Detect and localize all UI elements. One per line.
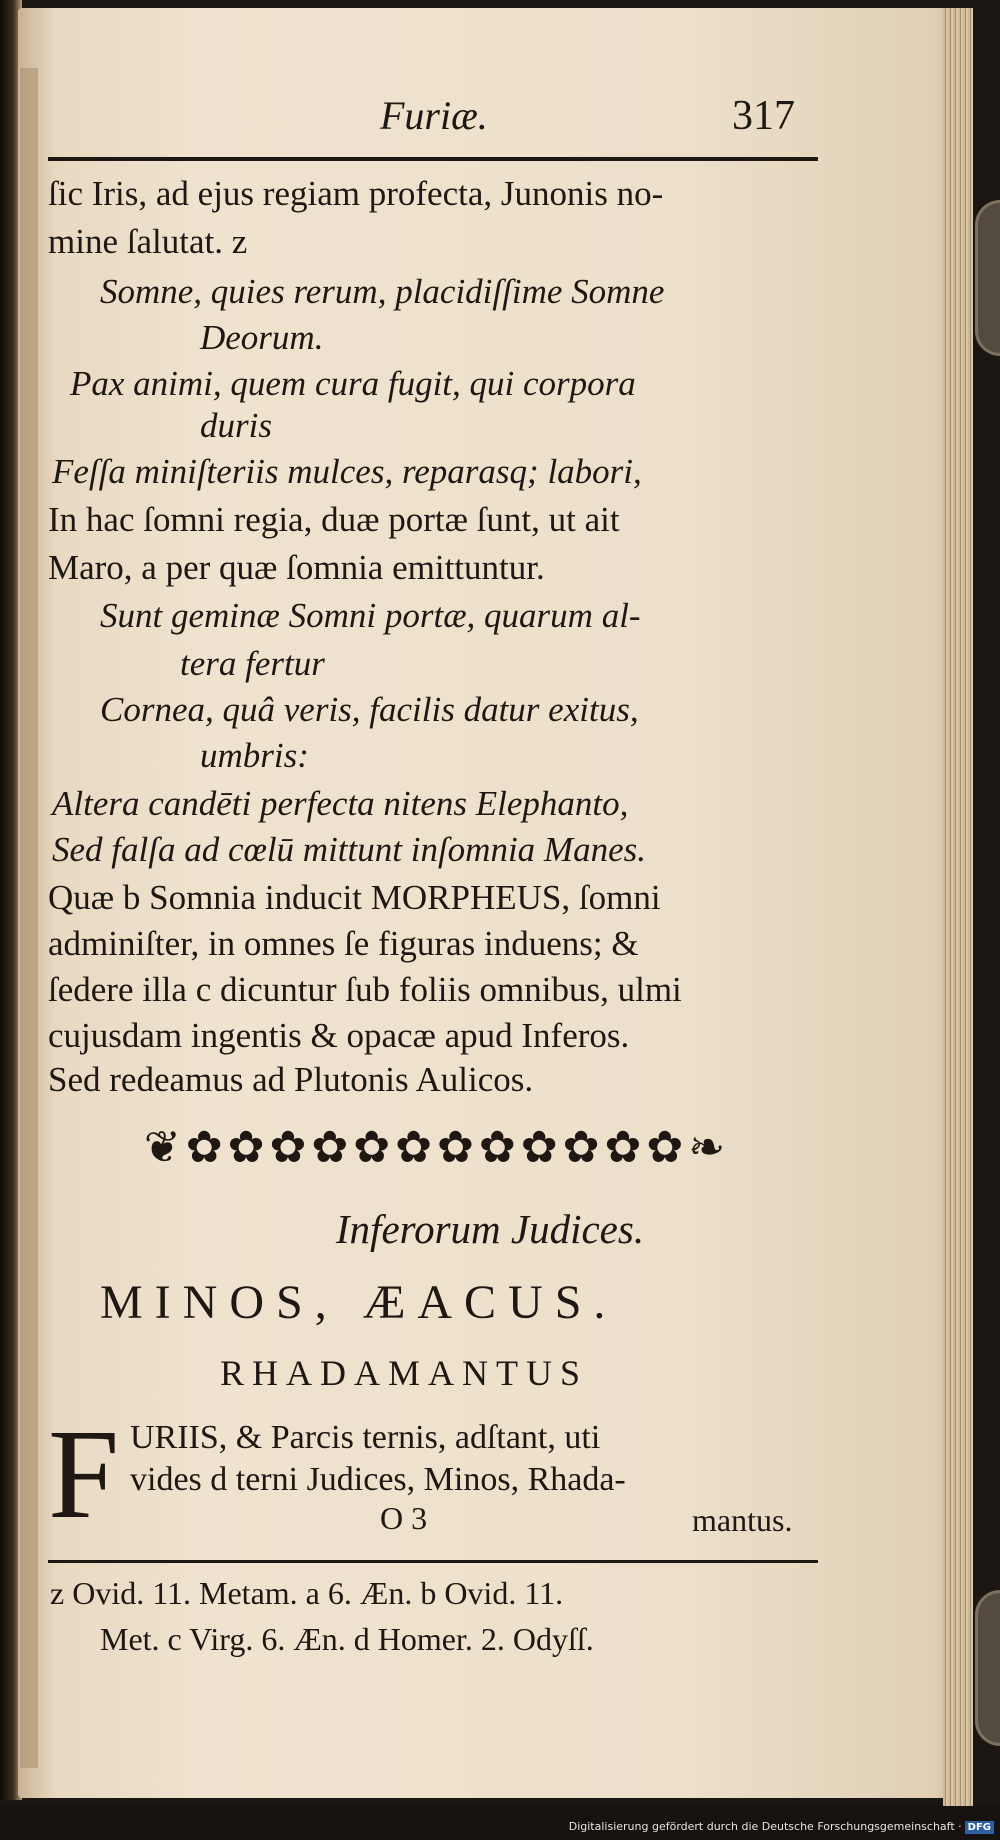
rosette-icon: ✿: [269, 1123, 308, 1172]
credit-text: Digitalisierung gefördert durch die Deutsche Forschungsgemeinschaft ·: [568, 1820, 962, 1833]
rosette-icon: ✿: [646, 1123, 685, 1172]
text-line: mine ſalutat. z: [48, 222, 248, 261]
dfg-logo: DFG: [965, 1821, 994, 1834]
fleuron-icon: ❧: [688, 1123, 727, 1172]
footnote-rule: [48, 1560, 818, 1563]
verse-line: duris: [200, 406, 272, 445]
catchword: mantus.: [692, 1502, 793, 1538]
rosette-icon: ✿: [311, 1123, 350, 1172]
header-rule: [48, 157, 818, 161]
text-line: ſedere illa c dicuntur ſub foliis omnibus, ulmi: [48, 970, 682, 1009]
verse-line: Altera candēti perfecta nitens Elephanto,: [52, 784, 629, 823]
section-heading-sub: RHADAMANTUS: [220, 1353, 589, 1393]
rosette-icon: ✿: [478, 1123, 517, 1172]
section-heading-names: MINOS, ÆACUS.: [100, 1276, 618, 1329]
rosette-icon: ✿: [353, 1123, 392, 1172]
verse-line: Sed falſa ad cœlū mittunt inſomnia Manes.: [52, 830, 646, 869]
text-line: Maro, a per quæ ſomnia emittuntur.: [48, 548, 545, 587]
verse-line: umbris:: [200, 736, 309, 775]
rosette-icon: ✿: [185, 1123, 224, 1172]
verse-line: tera fertur: [180, 644, 325, 683]
rosette-icon: ✿: [604, 1123, 643, 1172]
text-line: ſic Iris, ad ejus regiam profecta, Junonis no-: [48, 174, 664, 213]
printers-ornament-band: [50, 1122, 820, 1173]
scan-bottom-band: [0, 1806, 1000, 1840]
verse-line: Feſſa miniſteriis mulces, reparasq; labori,: [52, 452, 642, 491]
rosette-icon: ✿: [562, 1123, 601, 1172]
text-line: In hac ſomni regia, duæ portæ ſunt, ut ait: [48, 500, 620, 539]
verse-line: Sunt geminæ Somni portæ, quarum al-: [100, 596, 641, 635]
signature-mark: O 3: [380, 1500, 428, 1536]
footnote-line: z Ovid. 11. Metam. a 6. Æn. b Ovid. 11.: [50, 1575, 564, 1611]
text-line: adminiſter, in omnes ſe figuras induens; &: [48, 924, 639, 963]
text-line: Sed redeamus ad Plutonis Aulicos.: [48, 1060, 534, 1099]
verse-line: Pax animi, quem cura fugit, qui corpora: [70, 364, 636, 403]
section-title: Inferorum Judices.: [335, 1206, 645, 1252]
text-line: Quæ b Somnia inducit MORPHEUS, ſomni: [48, 878, 661, 917]
running-header-title: Furiæ.: [380, 93, 488, 138]
text-line: vides d terni Judices, Minos, Rhada-: [130, 1461, 626, 1498]
drop-cap: F: [48, 1403, 120, 1545]
rosette-icon: ✿: [520, 1123, 559, 1172]
text-line: URIIS, & Parcis ternis, adſtant, uti: [130, 1419, 601, 1456]
rosette-icon: ✿: [227, 1123, 266, 1172]
footnote-line: Met. c Virg. 6. Æn. d Homer. 2. Odyſſ.: [100, 1621, 594, 1657]
verse-line: Somne, quies rerum, placidiſſime Somne: [100, 272, 665, 311]
text-line: cujusdam ingentis & opacæ apud Inferos.: [48, 1016, 630, 1055]
rosette-icon: ✿: [395, 1123, 433, 1172]
fleuron-icon: ❦: [143, 1123, 182, 1172]
digitization-credit: [569, 1820, 994, 1834]
verse-line: Deorum.: [200, 318, 324, 357]
page-number: 317: [732, 93, 795, 139]
rosette-icon: ✿: [437, 1123, 475, 1172]
verse-line: Cornea, quâ veris, facilis datur exitus,: [100, 690, 639, 729]
